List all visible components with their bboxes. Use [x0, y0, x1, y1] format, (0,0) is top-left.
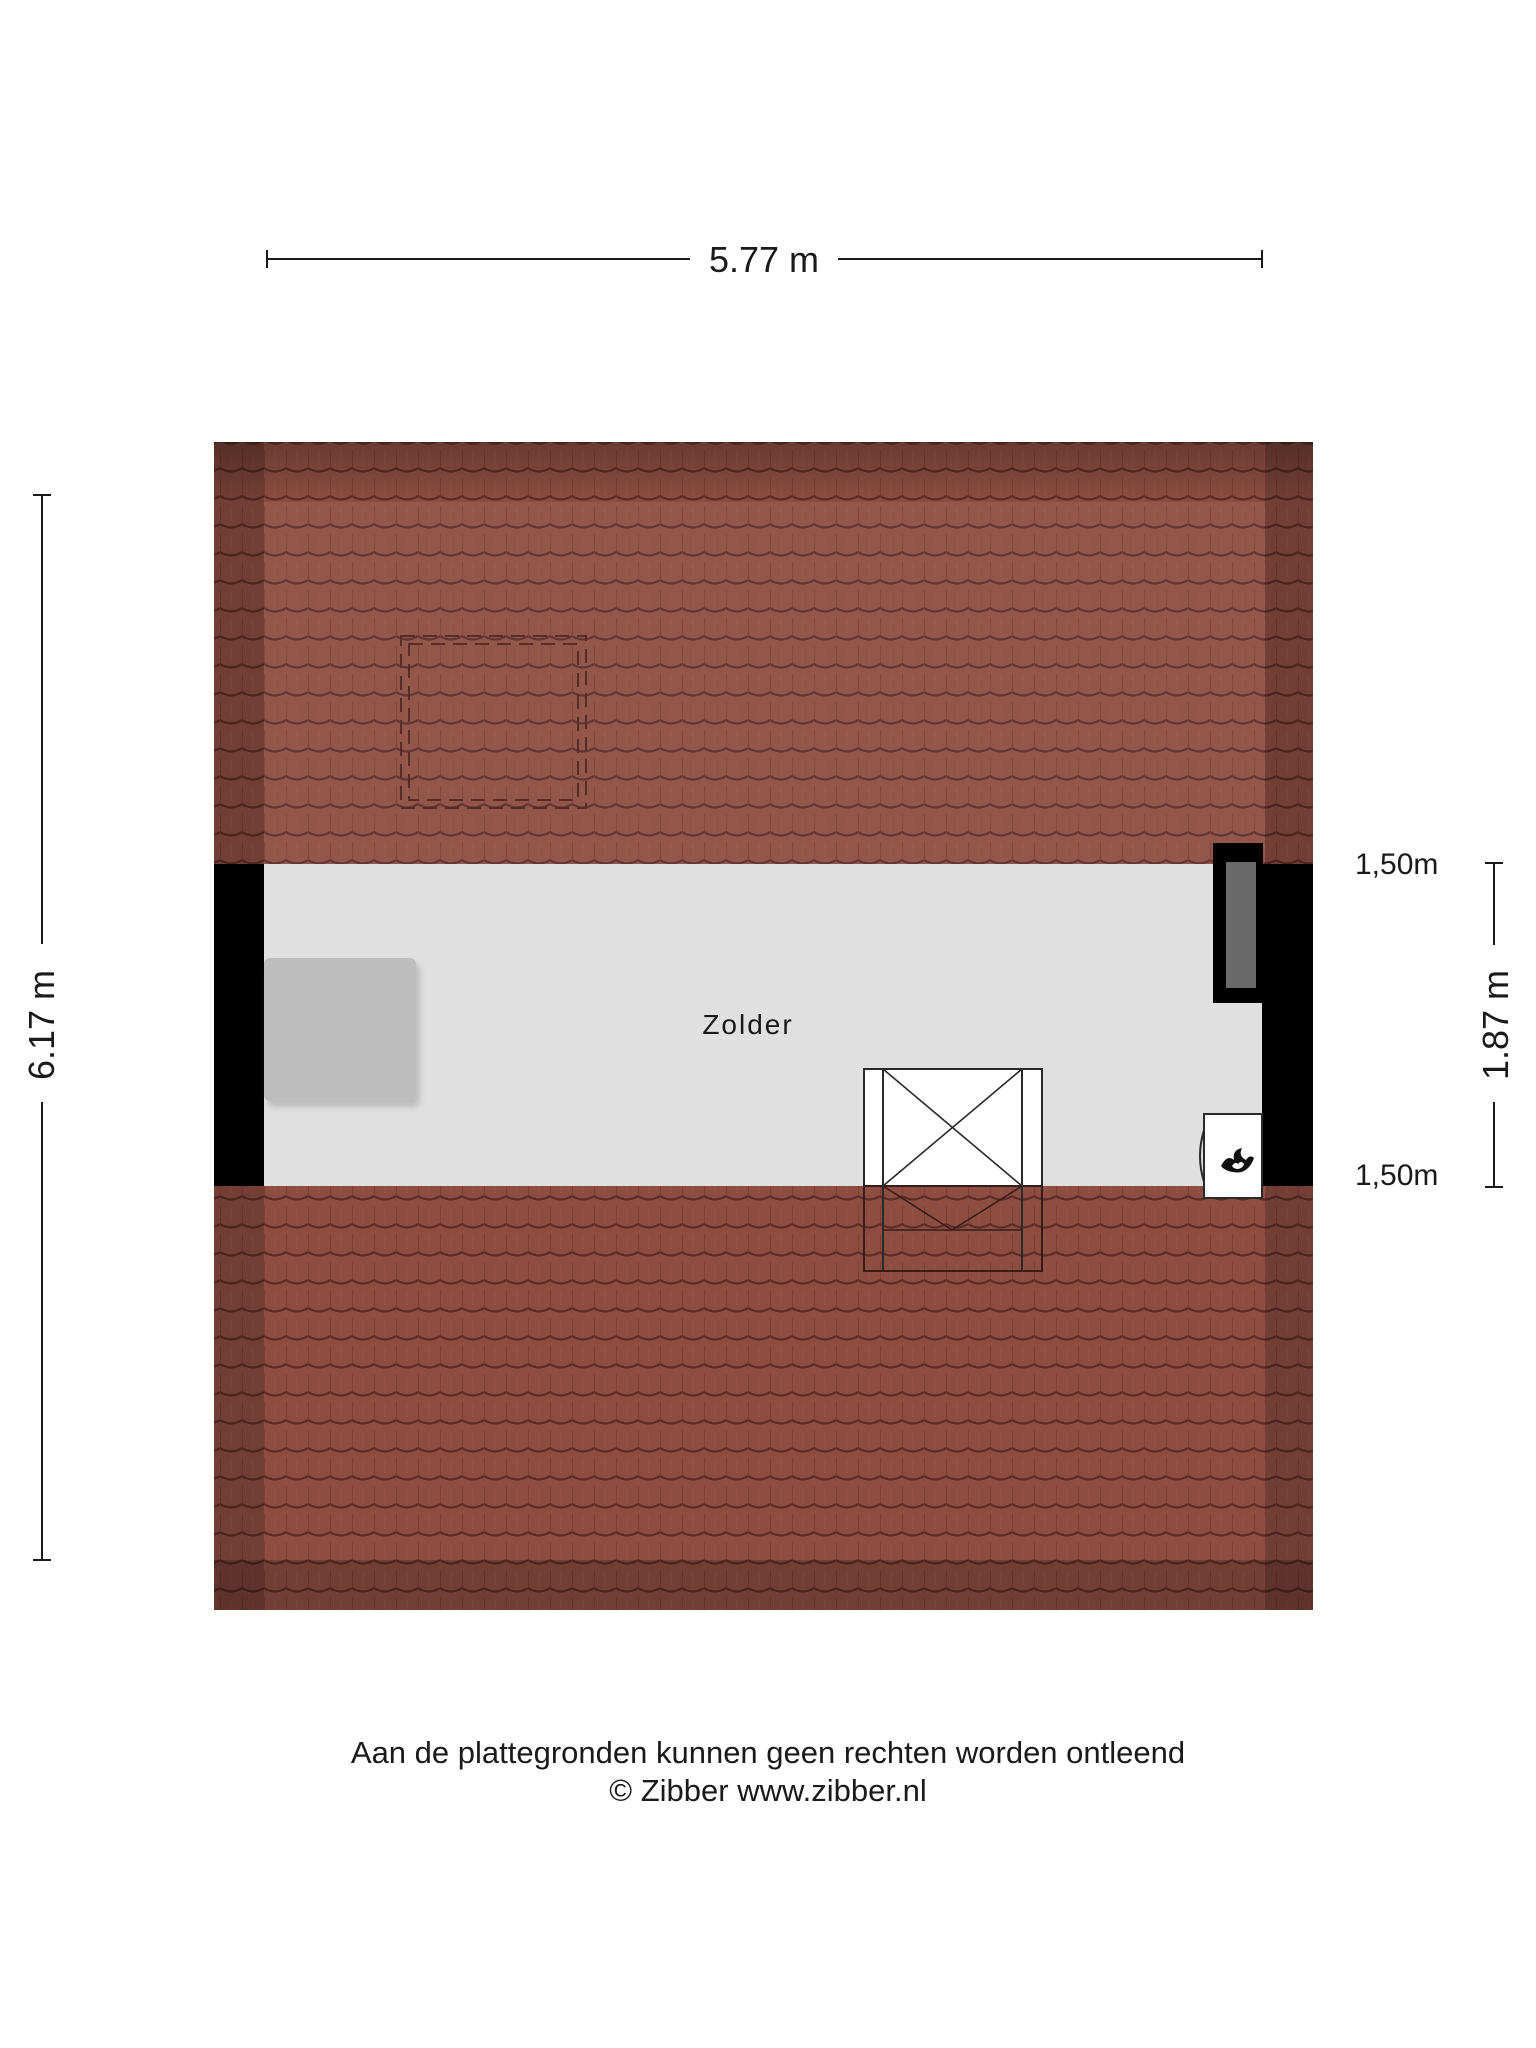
- room-depth-dimension: [1475, 863, 1516, 1187]
- width-label: 5.77 m: [708, 239, 820, 280]
- bed: [264, 958, 420, 1107]
- room-depth-label: 1.87 m: [1475, 969, 1516, 1081]
- roof-top: [214, 442, 1313, 864]
- boiler: [1200, 1114, 1262, 1198]
- knee-height-bottom-label: 1,50m: [1355, 1159, 1439, 1192]
- chimney-shaft: [1213, 843, 1263, 1003]
- left-wall: [214, 864, 264, 1186]
- roof-bottom: [214, 1186, 1313, 1610]
- room-label-zolder: Zolder: [702, 1009, 794, 1040]
- knee-height-top-label: 1,50m: [1355, 848, 1439, 881]
- depth-dimension: [21, 495, 62, 1560]
- depth-label: 6.17 m: [21, 969, 62, 1081]
- disclaimer-text: Aan de plattegronden kunnen geen rechten worden ontleend: [350, 1735, 1186, 1770]
- copyright-text: © Zibber www.zibber.nl: [609, 1773, 927, 1808]
- width-dimension: [267, 239, 1262, 280]
- right-wall: [1262, 864, 1313, 1186]
